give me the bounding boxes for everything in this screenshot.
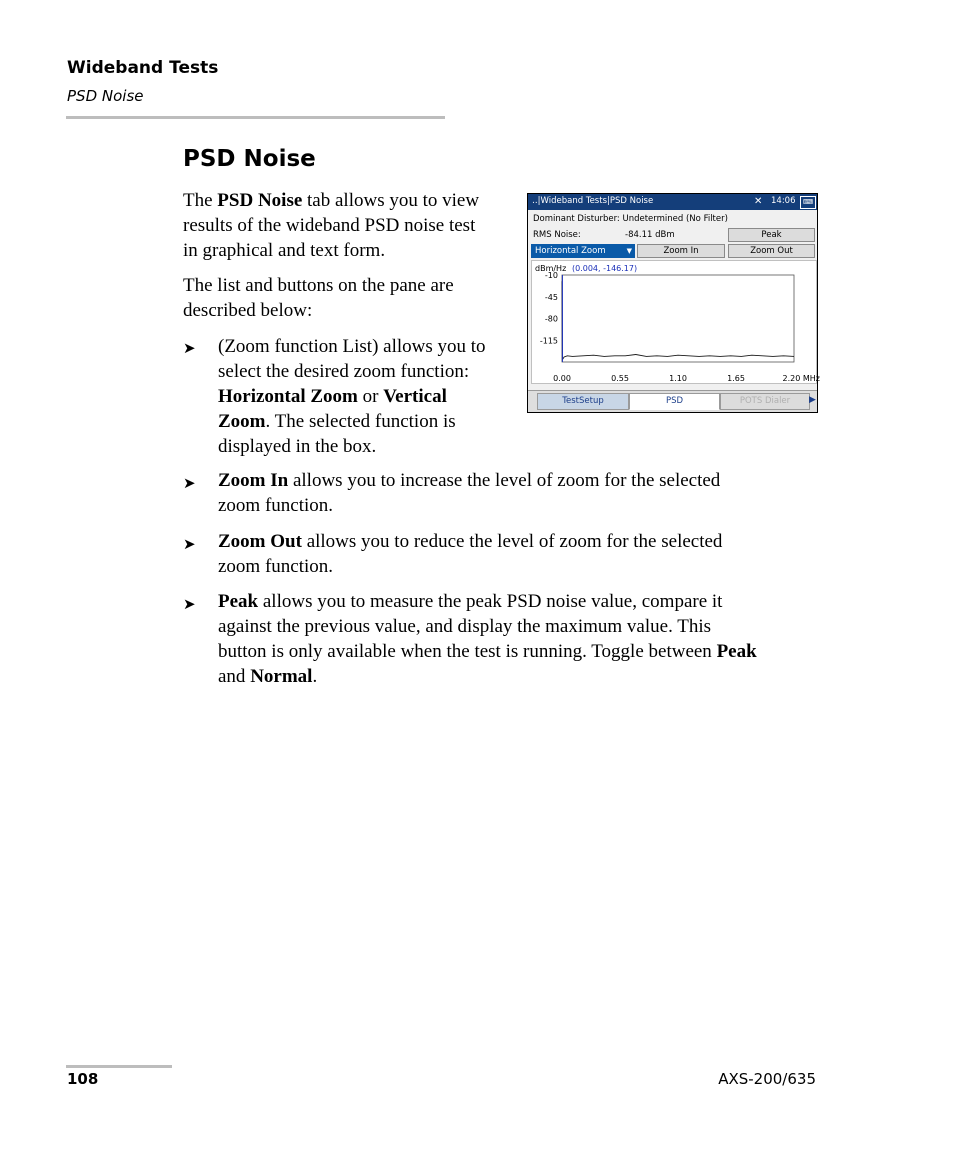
device-clock: 14:06	[771, 196, 796, 206]
x-tick-label: 0.00	[553, 374, 571, 383]
plot-frame	[562, 275, 794, 362]
bullet-arrow-icon: ➤	[183, 535, 196, 553]
dominant-disturber-label: Dominant Disturber: Undetermined (No Filter)	[533, 214, 728, 224]
y-tick-label: -45	[544, 292, 558, 302]
bullet-zoom-in: Zoom In allows you to increase the level of zoom for the selected zoom function.	[218, 470, 721, 516]
tab-scroll-right-icon[interactable]: ▶	[809, 395, 816, 405]
bullet-zoom-out: Zoom Out allows you to reduce the level of zoom for the selected zoom function.	[218, 531, 723, 577]
device-tab-bar	[528, 390, 817, 412]
intro-paragraph-2: The list and buttons on the pane are described below:	[183, 275, 454, 321]
zoom-in-button[interactable]: Zoom In	[637, 244, 725, 258]
document-id: AXS-200/635	[718, 1070, 816, 1088]
page-title: PSD Noise	[183, 146, 316, 172]
subsection-heading: PSD Noise	[67, 87, 144, 105]
x-tick-label: 1.10	[669, 374, 687, 383]
cursor-readout: (0.004, -146.17)	[572, 264, 638, 273]
header-rule	[66, 116, 445, 119]
rms-noise-label: RMS Noise:	[533, 230, 581, 240]
y-tick-label: -115	[539, 336, 558, 346]
zoom-out-button[interactable]: Zoom Out	[728, 244, 815, 258]
chevron-down-icon: ▼	[626, 247, 632, 255]
intro-paragraph-1: The PSD Noise tab allows you to view results of the wideband PSD noise test in graphical and text form.	[183, 190, 480, 261]
y-tick-label: -10	[544, 271, 558, 280]
section-heading: Wideband Tests	[67, 58, 219, 78]
keyboard-icon[interactable]: ⌨	[800, 196, 816, 209]
tab-pots-dialer: POTS Dialer	[720, 393, 810, 410]
x-tick-label: 0.55	[611, 374, 629, 383]
y-axis-label: dBm/Hz	[535, 264, 567, 273]
page-number: 108	[67, 1070, 99, 1088]
bullet-arrow-icon: ➤	[183, 339, 196, 357]
bullet-arrow-icon: ➤	[183, 595, 196, 613]
y-tick-label: -80	[544, 314, 558, 324]
bullet-peak: Peak allows you to measure the peak PSD noise value, compare it against the previous value, and display the maximum value. This button is only available when the test is running. Toggle between Peak and Normal.	[218, 591, 757, 687]
device-screenshot	[527, 193, 818, 413]
rms-noise-value: -84.11 dBm	[625, 230, 675, 240]
peak-button[interactable]: Peak	[728, 228, 815, 242]
bullet-arrow-icon: ➤	[183, 474, 196, 492]
close-icon[interactable]: ✕	[754, 196, 763, 207]
tab-testsetup[interactable]: TestSetup	[537, 393, 629, 410]
psd-chart[interactable]	[532, 261, 820, 383]
zoom-function-value: Horizontal Zoom	[535, 246, 606, 256]
bullet-zoom-list: (Zoom function List) allows you to select the desired zoom function: Horizontal Zoom or Vertical Zoom. The selected function is displayed in the box.	[218, 336, 486, 457]
tab-psd[interactable]: PSD	[629, 393, 720, 410]
x-tick-label: 1.65	[727, 374, 745, 383]
device-window-title: ‥|Wideband Tests|PSD Noise	[532, 196, 654, 206]
psd-trace-series	[562, 281, 794, 359]
device-titlebar	[528, 194, 817, 210]
psd-graph-panel[interactable]	[531, 260, 820, 384]
zoom-function-select[interactable]	[531, 244, 635, 258]
footer-rule	[66, 1065, 172, 1068]
x-tick-label: 2.20 MHz	[782, 374, 820, 383]
